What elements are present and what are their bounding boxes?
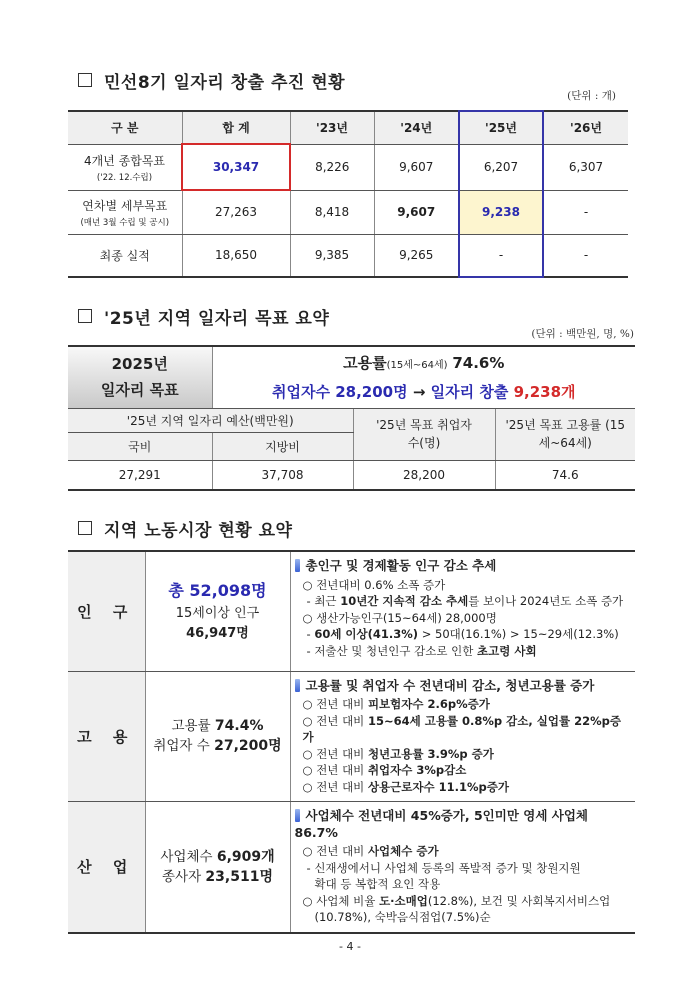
detail-text: (12.8%), 보건 및 사회복지서비스업 [427, 893, 611, 908]
category-label: 고 용 [68, 671, 145, 802]
summary-line: 46,947명 [186, 626, 249, 642]
summary-label: 사업체수 [160, 848, 217, 865]
detail-heading [295, 678, 632, 695]
detail-line [295, 696, 632, 713]
summary-line [146, 736, 290, 756]
category-label: 산 업 [68, 802, 145, 933]
summary-cell [145, 802, 290, 933]
section1-title: 민선8기 일자리 창출 추진 현황 [104, 73, 346, 93]
detail-text: 도·소매업 [379, 893, 428, 908]
section2-heading [78, 304, 329, 329]
detail-text: 초고령 사회 [477, 643, 537, 658]
checkbox-bullet-icon [78, 309, 92, 323]
checkbox-bullet-icon [78, 521, 92, 535]
detail-line [295, 876, 632, 893]
value-cell: 9,265 [374, 234, 459, 277]
bullet: - [306, 860, 315, 875]
row-label [68, 190, 182, 234]
employment-rate-line [213, 350, 636, 379]
bullet: ○ [302, 779, 317, 794]
detail-text: 10년간 지속적 감소 추세 [340, 594, 469, 608]
section3-title: 지역 노동시장 현황 요약 [104, 521, 293, 541]
bullet-marker-icon [295, 559, 300, 572]
budget-header: '25년 지역 일자리 예산(백만원) [68, 408, 353, 432]
bullet: - [306, 594, 315, 608]
value-cell: 8,418 [290, 190, 374, 234]
bullet: ○ [302, 713, 317, 728]
value-cell: 8,226 [290, 144, 374, 190]
detail-text: 사업체 비율 [316, 893, 380, 908]
bullet-marker-icon [295, 679, 300, 692]
value-cell: 27,263 [182, 190, 290, 234]
detail-text: 전년대비 0.6% 소폭 증가 [316, 577, 446, 592]
checkbox-bullet-icon [78, 73, 92, 87]
row-label-text: 최종 실적 [99, 248, 150, 263]
target-employed-header: '25년 목표 취업자 수(명) [353, 408, 495, 460]
detail-heading-text: 총인구 및 경제활동 인구 감소 추세 [305, 558, 497, 573]
detail-line [295, 909, 632, 926]
bullet: ○ [302, 577, 317, 592]
detail-heading-text: 사업체수 전년대비 45%증가, 5인미만 영세 사업체 86.7% [294, 808, 588, 840]
detail-text: 전년 대비 [316, 779, 368, 794]
table-header-row [68, 111, 628, 144]
value-cell: - [543, 234, 628, 277]
bullet: - [306, 643, 315, 658]
detail-text: > 50대(16.1%) > 15~29세(12.3%) [418, 627, 619, 641]
bullet-marker-icon [295, 809, 300, 822]
detail-line [295, 593, 632, 610]
value-cell: - [459, 234, 543, 277]
row-label-sub: (매년 3월 수립 및 공시) [80, 217, 170, 228]
header-cell: '24년 [374, 111, 459, 144]
header-cell: 합 계 [182, 111, 290, 144]
detail-text: 상용근로자수 11.1%p증가 [367, 779, 509, 794]
header-cell: '23년 [290, 111, 374, 144]
creation-text: 일자리 창출 [430, 382, 509, 401]
detail-line [295, 860, 632, 877]
job-creation-status-table [68, 110, 628, 278]
regional-job-target-table [68, 345, 635, 491]
summary-label: 종사자 [162, 868, 206, 885]
row-label-text: 4개년 종합목표 [83, 153, 165, 168]
table-row [68, 190, 628, 234]
detail-line [295, 746, 632, 763]
detail-text: 60세 이상(41.3%) [314, 627, 419, 641]
value-cell: 6,307 [543, 144, 628, 190]
rate-age: (15세~64세) [386, 359, 448, 371]
detail-text: 전년 대비 [316, 763, 368, 777]
header-cell: '26년 [543, 111, 628, 144]
section2-unit: (단위 : 백만원, 명, %) [531, 328, 634, 340]
bullet: - [306, 627, 315, 641]
section1-heading [78, 68, 345, 93]
detail-text: 신재생에서니 사업체 등록의 폭발적 증가 및 창원지원 [314, 860, 581, 875]
detail-text: 피보험자수 2.6p%증가 [367, 697, 490, 711]
detail-text: 사업체수 증가 [367, 844, 439, 858]
labor-market-summary-table [68, 550, 635, 934]
detail-text: 전년 대비 [316, 844, 368, 858]
value-cell: 9,385 [290, 234, 374, 277]
bullet: ○ [302, 746, 317, 761]
header-row [68, 408, 635, 432]
detail-line [295, 626, 632, 643]
table-row [68, 144, 628, 190]
detail-text: 15~64세 고용률 0.8%p 감소, 실업률 22%p증가 [302, 713, 621, 744]
value-cell: 6,207 [459, 144, 543, 190]
page-number: - 4 - [339, 940, 361, 953]
detail-line [295, 779, 632, 796]
detail-text: 확대 등 복합적 요인 작용 [314, 877, 441, 891]
summary-cell [145, 671, 290, 802]
labor-row [68, 551, 635, 671]
row-label [68, 144, 182, 190]
labor-row [68, 802, 635, 933]
target-rate-header: '25년 목표 고용률 (15세~64세) [495, 408, 635, 460]
detail-line [295, 577, 632, 594]
value-row [68, 460, 635, 490]
rate-label: 고용률 [343, 353, 387, 372]
summary-line [146, 847, 290, 867]
value-cell: 18,650 [182, 234, 290, 277]
total-cell-highlighted: 30,347 [182, 144, 290, 190]
section2-title: '25년 지역 일자리 목표 요약 [104, 309, 330, 329]
local-header: 지방비 [212, 432, 353, 460]
summary-value: 27,200명 [214, 738, 282, 755]
target-row [68, 346, 635, 408]
goal-summary [212, 346, 635, 408]
labor-row [68, 671, 635, 802]
bullet: ○ [302, 697, 317, 711]
summary-line: 15세이상 인구 [175, 606, 260, 622]
national-header: 국비 [68, 432, 212, 460]
summary-line [146, 716, 290, 736]
section1-unit: (단위 : 개) [567, 90, 616, 102]
value-cell: 28,200 [353, 460, 495, 490]
detail-cell [290, 671, 635, 802]
summary-line: 총 52,098명 [168, 581, 267, 601]
summary-value: 23,511명 [205, 868, 273, 885]
goal-year: 2025년 [111, 355, 168, 374]
detail-text: 전년 대비 [316, 697, 368, 711]
detail-line [295, 610, 632, 627]
header-cell: 구 분 [68, 111, 182, 144]
row-label [68, 234, 182, 277]
goal-title: 일자리 목표 [100, 381, 179, 400]
rate-value: 74.6% [452, 353, 505, 372]
detail-line [295, 893, 632, 910]
summary-cell [145, 551, 290, 671]
creation-line [213, 379, 636, 405]
summary-line [146, 867, 290, 887]
value-cell: 9,607 [374, 190, 459, 234]
detail-text: 생산가능인구(15~64세) 28,000명 [316, 610, 497, 625]
value-cell-highlighted: 9,238 [459, 190, 543, 234]
summary-label: 고용률 [171, 718, 215, 735]
row-label-text: 연차별 세부목표 [82, 198, 168, 213]
creation-value: 9,238개 [513, 382, 576, 401]
goal-label [68, 346, 212, 408]
detail-text: 청년고용률 3.9%p 증가 [367, 746, 494, 761]
detail-text: 전년 대비 [316, 713, 368, 728]
detail-text: 최근 [314, 594, 341, 608]
detail-heading-text: 고용률 및 취업자 수 전년대비 감소, 청년고용률 증가 [305, 677, 595, 693]
header-cell: '25년 [459, 111, 543, 144]
bullet: ○ [302, 763, 317, 777]
detail-line [295, 843, 632, 860]
section3-heading [78, 516, 292, 541]
detail-cell [290, 551, 635, 671]
detail-line [295, 713, 632, 746]
detail-text: 저출산 및 청년인구 감소로 인한 [314, 643, 478, 658]
detail-text: 취업자수 3%p감소 [367, 763, 467, 777]
detail-text: (10.78%), 숙박음식점업(7.5%)순 [314, 910, 491, 924]
detail-heading [295, 558, 632, 575]
value-cell: 74.6 [495, 460, 635, 490]
value-cell: 27,291 [68, 460, 212, 490]
summary-label: 취업자 수 [153, 738, 215, 755]
detail-heading [295, 808, 632, 841]
employed-text: 취업자수 28,200명 [272, 382, 408, 401]
arrow-icon: → [412, 382, 426, 401]
detail-line [295, 762, 632, 779]
detail-line [295, 643, 632, 660]
detail-text: 전년 대비 [316, 746, 368, 761]
summary-value: 74.4% [214, 718, 264, 735]
value-cell: 9,607 [374, 144, 459, 190]
value-cell: - [543, 190, 628, 234]
detail-cell [290, 802, 635, 933]
bullet: ○ [302, 893, 317, 908]
category-label: 인 구 [68, 551, 145, 671]
table-row [68, 234, 628, 277]
summary-value: 6,909개 [216, 848, 275, 865]
row-label-sub: ('22. 12.수립) [96, 172, 153, 183]
detail-text: 를 보이나 2024년도 소폭 증가 [468, 594, 624, 608]
bullet: ○ [302, 844, 317, 858]
bullet: ○ [302, 610, 317, 625]
value-cell: 37,708 [212, 460, 353, 490]
